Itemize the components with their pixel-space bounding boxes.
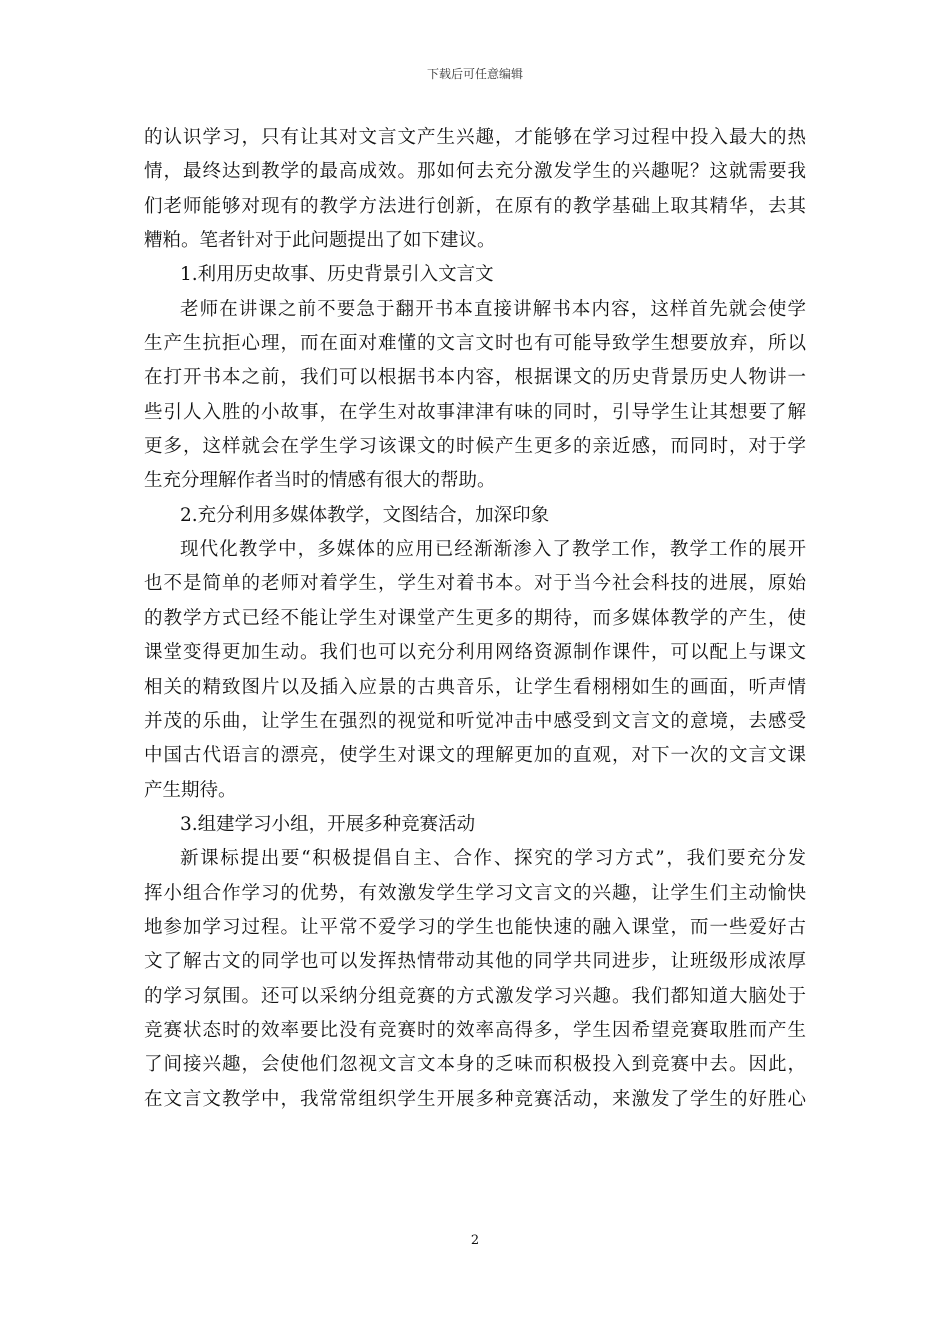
page-number: 2 xyxy=(470,1233,480,1248)
section-heading-3: 3.组建学习小组，开展多种竞赛活动 xyxy=(180,813,476,835)
section-heading-1: 1.利用历史故事、历史背景引入文言文 xyxy=(180,264,494,286)
body-line: 的学习氛围。还可以采纳分组竞赛的方式激发学习兴趣。我们都知道大脑处于 xyxy=(144,985,806,1007)
body-line: 产生期待。 xyxy=(144,779,237,801)
body-line: 相关的精致图片以及插入应景的古典音乐，让学生看栩栩如生的画面，听声情 xyxy=(144,676,806,698)
body-line: 课堂变得更加生动。我们也可以充分利用网络资源制作课件，可以配上与课文 xyxy=(144,642,806,664)
body-line: 的认识学习，只有让其对文言文产生兴趣，才能够在学习过程中投入最大的热 xyxy=(144,127,806,148)
body-line: 老师在讲课之前不要急于翻开书本直接讲解书本内容，这样首先就会使学 xyxy=(180,298,806,320)
section-heading-2: 2.充分利用多媒体教学，文图结合，加深印象 xyxy=(180,504,550,526)
body-line: 新课标提出要“积极提倡自主、合作、探究的学习方式”，我们要充分发 xyxy=(180,848,806,870)
body-line: 中国古代语言的漂亮，使学生对课文的理解更加的直观，对下一次的文言文课 xyxy=(144,745,806,767)
body-line: 竞赛状态时的效率要比没有竞赛时的效率高得多，学生因希望竞赛取胜而产生 xyxy=(144,1019,806,1041)
body-line: 挥小组合作学习的优势，有效激发学生学习文言文的兴趣，让学生们主动愉快 xyxy=(144,882,806,904)
body-line: 在打开书本之前，我们可以根据书本内容，根据课文的历史背景历史人物讲一 xyxy=(144,367,806,389)
body-line: 生充分理解作者当时的情感有很大的帮助。 xyxy=(144,470,496,492)
page-header: 下载后可任意编辑 xyxy=(426,67,523,81)
body-line: 更多，这样就会在学生学习该课文的时候产生更多的亲近感，而同时，对于学 xyxy=(144,436,806,458)
body-line: 糟粕。笔者针对于此问题提出了如下建议。 xyxy=(144,230,496,252)
document-body xyxy=(144,121,806,1117)
body-line: 的教学方式已经不能让学生对课堂产生更多的期待，而多媒体教学的产生，使 xyxy=(144,607,806,629)
body-line: 文了解古文的同学也可以发挥热情带动其他的同学共同进步，让班级形成浓厚 xyxy=(144,951,806,973)
body-line: 地参加学习过程。让平常不爱学习的学生也能快速的融入课堂，而一些爱好古 xyxy=(144,916,806,938)
body-line: 并茂的乐曲，让学生在强烈的视觉和听觉冲击中感受到文言文的意境，去感受 xyxy=(144,710,806,732)
body-line: 们老师能够对现有的教学方法进行创新，在原有的教学基础上取其精华，去其 xyxy=(144,195,806,217)
body-line: 情，最终达到教学的最高成效。那如何去充分激发学生的兴趣呢？这就需要我 xyxy=(144,161,806,183)
body-line: 了间接兴趣，会使他们忽视文言文本身的乏味而积极投入到竞赛中去。因此， xyxy=(144,1054,806,1076)
body-line: 些引人入胜的小故事，在学生对故事津津有味的同时，引导学生让其想要了解 xyxy=(144,401,806,423)
body-line: 生产生抗拒心理，而在面对难懂的文言文时也有可能导致学生想要放弃，所以 xyxy=(144,333,806,355)
body-line: 在文言文教学中，我常常组织学生开展多种竞赛活动，来激发了学生的好胜心 xyxy=(144,1088,806,1110)
body-line: 也不是简单的老师对着学生，学生对着书本。对于当今社会科技的进展，原始 xyxy=(144,573,806,595)
body-line: 现代化教学中，多媒体的应用已经渐渐渗入了教学工作，教学工作的展开 xyxy=(180,539,806,561)
